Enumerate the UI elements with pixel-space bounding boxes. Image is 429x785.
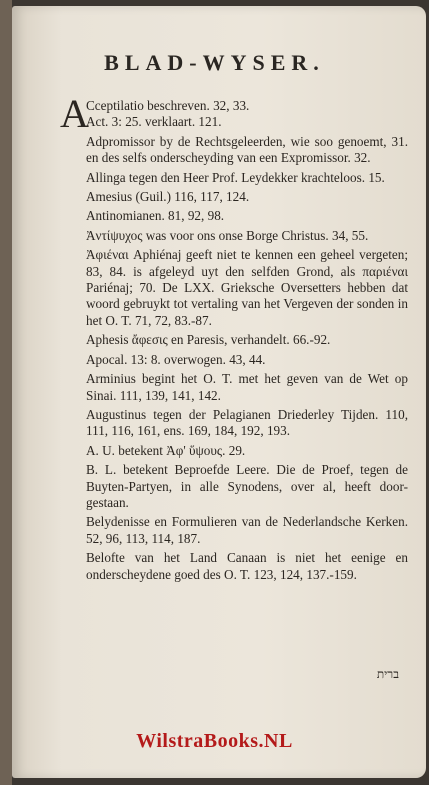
page-title: BLAD-WYSER.: [104, 50, 325, 75]
drop-capital: A: [60, 91, 89, 136]
index-entries: [60, 91, 408, 586]
index-entry: B. L. betekent Beproefde Leere. Die de Proef, tegen de Buyten-Partyen, in alle Synodens, over al, heeft door-gestaan.: [86, 462, 408, 510]
index-entry: Allinga tegen den Heer Prof. Leydekker krachteloos. 15.: [86, 169, 385, 185]
index-entry: [60, 91, 408, 136]
book-spine: [0, 0, 12, 785]
index-entry: Arminius begint het O. T. met het geven van de Wet op Sinai. 111, 139, 141, 142.: [86, 371, 408, 403]
index-entry: Antinomianen. 81, 92, 98.: [86, 208, 225, 224]
watermark: WilstraBooks.NL: [136, 730, 293, 752]
index-entry: Aphesis ἄφεσις en Paresis, verhandelt. 66.-92.: [86, 332, 331, 348]
catchword: ברית: [376, 667, 399, 681]
index-entry: Belofte van het Land Canaan is niet het eenige en onderscheydene goed des O. T. 123, 124, 137.-159.: [86, 550, 408, 582]
index-entry: Belydenisse en Formulieren van de Nederlandsche Kerken. 52, 96, 113, 114, 187.: [86, 514, 408, 546]
index-entry: Ἀφιέναι Aphiénaj geeft niet te kennen een geheel vergeten; 83, 84. is afgeleyd uyt den selfden Grond, als παριέναι Pariénaj; 70. De LXX. Grieksche Oversetters hebben dat woord gebruykt tot vertaling van het Vergeven der sonden in het O. T. 71, 72, 83.-87.: [86, 247, 408, 328]
index-entry: A. U. betekent Ἀφ' ὕψους. 29.: [86, 442, 246, 458]
index-entry-text: Cceptilatio beschreven. 32, 33. Act. 3: 25. verklaart. 121.: [86, 98, 250, 130]
index-entry: Augustinus tegen der Pelagianen Driederley Tijden. 110, 111, 116, 161, ens. 169, 184, 192, 193.: [86, 406, 408, 439]
index-entry: Adpromissor by de Rechtsgeleerden, wie soo genoemt, 31. en des selfs onderscheyding van een Expromissor. 32.: [86, 133, 408, 166]
index-entry: Ἀντίψυχος was voor ons onse Borge Christus. 34, 55.: [86, 227, 369, 243]
index-entry: Apocal. 13: 8. overwogen. 43, 44.: [86, 351, 266, 367]
index-entry: Amesius (Guil.) 116, 117, 124.: [86, 189, 250, 205]
